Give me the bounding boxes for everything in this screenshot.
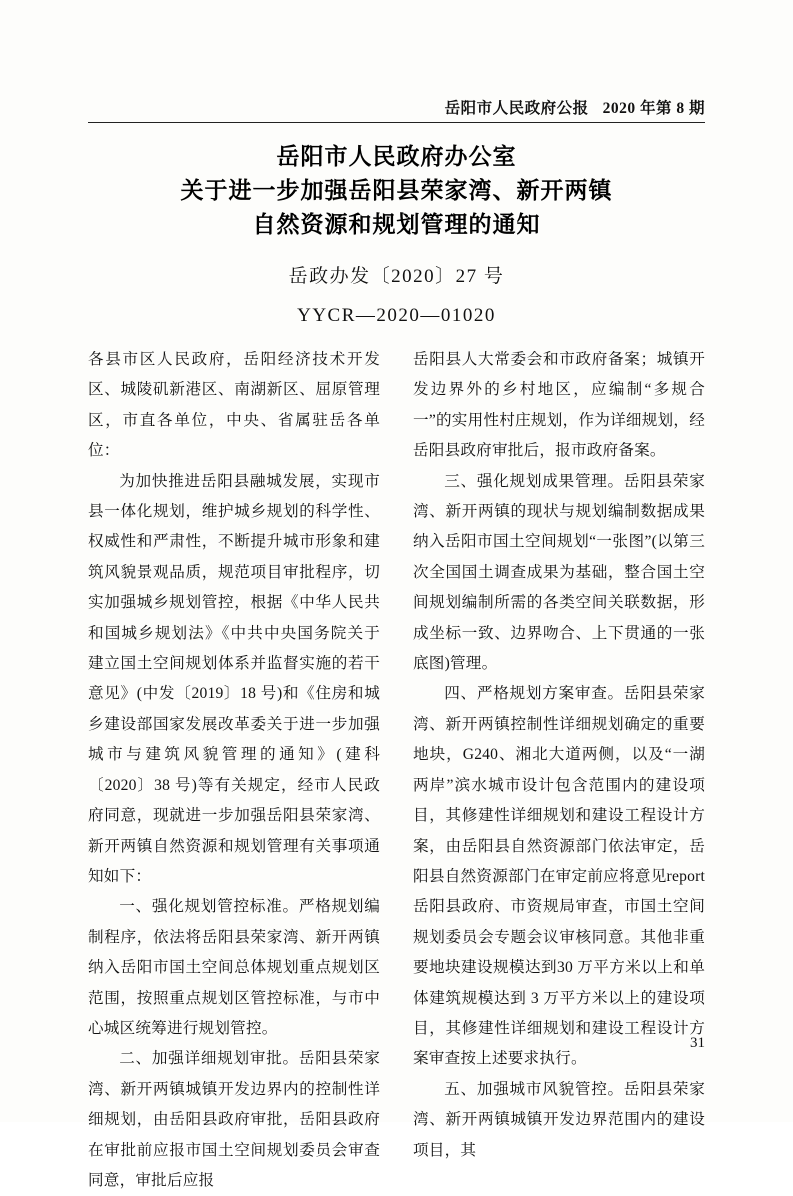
left-column xyxy=(88,345,380,1189)
paragraph: 为加快推进岳阳县融城发展，实现市县一体化规划，维护城乡规划的科学性、权威性和严肃性，不断提升城市形象和建筑风貌景观品质，规范项目审批程序，切实加强城乡规划管控，根据《中华人民共和国城乡规划法》《中共中央国务院关于建立国土空间规划体系并监督实施的若干意见》(中发〔2019〕18 号)和《住房和城乡建设部国家发展改革委关于进一步加强城市与建筑风貌管理的通知》(建科〔2020〕38 号)等有关规定，经市人民政府同意，现就进一步加强岳阳县荣家湾、新开两镇自然资源和规划管理有关事项通知如下： xyxy=(88,472,380,885)
header-divider xyxy=(88,122,705,123)
header-publication: 岳阳市人民政府公报 xyxy=(444,100,589,117)
page-number: 31 xyxy=(690,1035,705,1051)
title-line-1: 岳阳市人民政府办公室 xyxy=(276,144,517,169)
document-number-chinese: 岳政办发〔2020〕27 号 xyxy=(288,266,505,287)
document-title xyxy=(88,140,705,242)
paragraph: 三、强化规划成果管理。岳阳县荣家湾、新开两镇的现状与规划编制数据成果纳入岳阳市国土空间规划“一张图”(以第三次全国国土调查成果为基础，整合国土空间规划编制所需的各类空间关联数据，形成坐标一致、边界吻合、上下贯通的一张底图)管理。 xyxy=(413,472,705,673)
title-line-3: 自然资源和规划管理的通知 xyxy=(252,212,541,237)
document-number-code: YYCR—2020—01020 xyxy=(297,305,496,326)
paragraph: 各县市区人民政府，岳阳经济技术开发区、城陵矶新港区、南湖新区、屈原管理区，市直各单位，中央、省属驻岳各单位： xyxy=(88,351,380,460)
paragraph: 一、强化规划管控标准。严格规划编制程序，依法将岳阳县荣家湾、新开两镇纳入岳阳市国土空间总体规划重点规划区范围，按照重点规划区管控标准，与市中心城区统筹进行规划管控。 xyxy=(88,898,380,1037)
title-line-2: 关于进一步加强岳阳县荣家湾、新开两镇 xyxy=(180,178,613,203)
header-issue: 2020 年第 8 期 xyxy=(602,100,705,117)
paragraph: 岳阳县人大常委会和市政府备案；城镇开发边界外的乡村地区，应编制“多规合一”的实用性村庄规划，作为详细规划，经岳阳县政府审批后，报市政府备案。 xyxy=(413,351,705,460)
paragraph: 五、加强城市风貌管控。岳阳县荣家湾、新开两镇城镇开发边界范围内的建设项目，其 xyxy=(413,1080,705,1159)
paragraph: 二、加强详细规划审批。岳阳县荣家湾、新开两镇城镇开发边界内的控制性详细规划，由岳阳县政府审批，岳阳县政府在审批前应报市国土空间规划委员会审查同意，审批后应报 xyxy=(88,1050,380,1189)
paragraph: 四、严格规划方案审查。岳阳县荣家湾、新开两镇控制性详细规划确定的重要地块，G240、湘北大道两侧，以及“一湖两岸”滨水城市设计包含范围内的建设项目，其修建性详细规划和建设工程设计方案，由岳阳县自然资源部门依法审定，岳阳县自然资源部门在审定前应将意见report岳阳县政府、市资规局审查，市国土空间规划委员会专题会议审核同意。其他非重要地块建设规模达到30 万平方米以上和单体建筑规模达到 3 万平方米以上的建设项目，其修建性详细规划和建设工程设计方案审查按上述要求执行。 xyxy=(413,685,705,1068)
page-header xyxy=(88,96,705,118)
